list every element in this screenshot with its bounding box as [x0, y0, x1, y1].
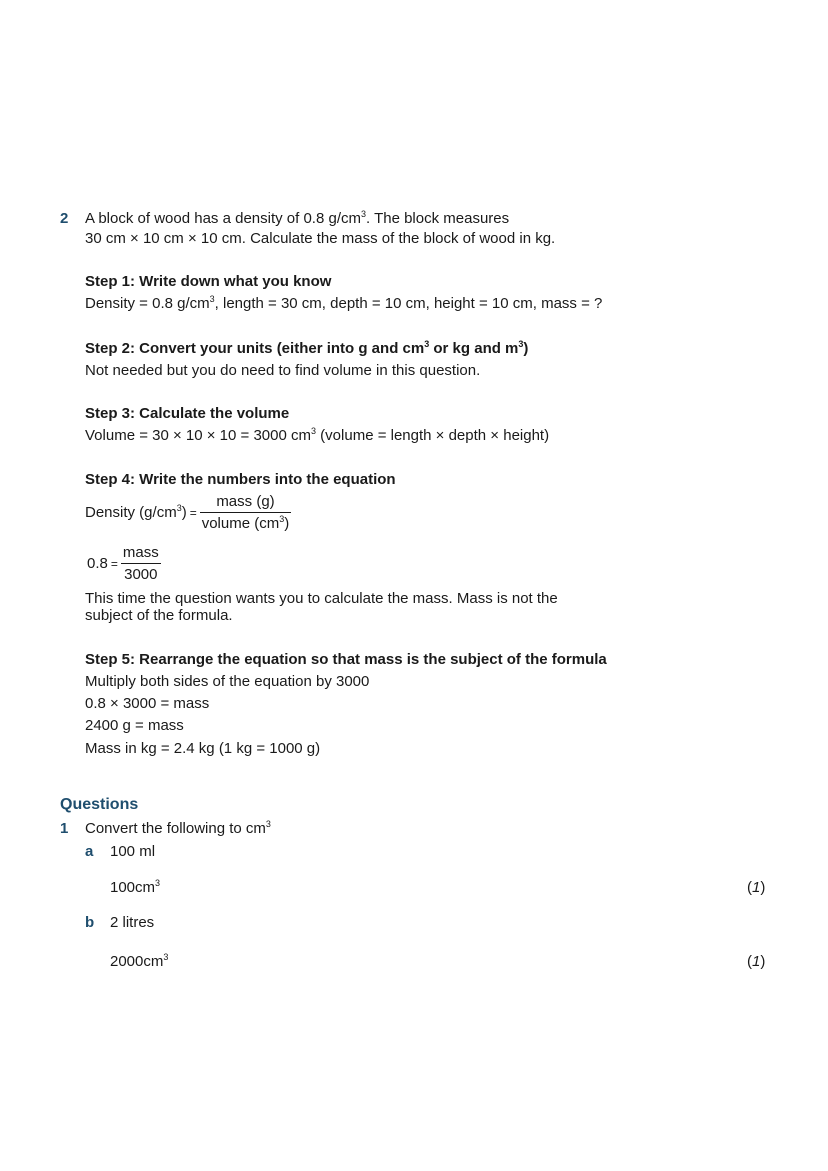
text: ): [760, 879, 766, 896]
fraction-numerator: mass: [121, 544, 161, 564]
question-text-line-2: 30 cm × 10 cm × 10 cm. Calculate the mass of the block of wood in kg.: [85, 230, 556, 247]
text: ): [181, 504, 187, 521]
step-5-line: 2400 g = mass: [85, 717, 184, 734]
text: Density = 0.8 g/cm: [85, 295, 210, 312]
step-1-title: Step 1: Write down what you know: [85, 273, 332, 290]
density-formula: [85, 493, 291, 532]
text: . The block measures: [366, 210, 510, 227]
part-label-b: b: [85, 914, 95, 931]
part-b-marks: [747, 953, 765, 970]
superscript: 3: [424, 339, 430, 349]
text: ): [523, 340, 529, 357]
superscript: 3: [163, 952, 169, 962]
text: , length = 30 cm, depth = 10 cm, height = 10 cm, mass = ?: [214, 295, 603, 312]
step-5-line: Mass in kg = 2.4 kg (1 kg = 1000 g): [85, 740, 321, 757]
step-5-line: Multiply both sides of the equation by 3000: [85, 673, 370, 690]
part-a-marks: [747, 879, 765, 896]
formula-lhs: [85, 504, 187, 521]
step-1-body: [85, 295, 602, 312]
text: or kg and m: [429, 340, 519, 357]
superscript: 3: [265, 819, 271, 829]
superscript: 3: [279, 514, 285, 524]
text: Volume = 30 × 10 × 10 = 3000 cm: [85, 427, 311, 444]
text: A block of wood has a density of 0.8 g/cm: [85, 210, 361, 227]
equals-sign: =: [189, 505, 197, 520]
marks-value: 1: [752, 953, 761, 970]
questions-heading: Questions: [60, 796, 139, 813]
formula-lhs: 0.8: [87, 555, 108, 572]
superscript: 3: [311, 426, 317, 436]
part-b-answer[interactable]: [110, 953, 168, 970]
superscript: 3: [155, 878, 161, 888]
step-2-body: Not needed but you do need to find volume in this question.: [85, 362, 481, 379]
step-3-body: [85, 427, 549, 444]
formula-fraction: [121, 544, 161, 583]
text: Step 2: Convert your units (either into g and cm: [85, 340, 425, 357]
text: 100cm: [110, 879, 156, 896]
superscript: 3: [361, 209, 367, 219]
text: Density (g/cm: [85, 504, 177, 521]
step-5-title: Step 5: Rearrange the equation so that mass is the subject of the formula: [85, 651, 607, 668]
question-text-line-1: [85, 210, 509, 227]
superscript: 3: [176, 503, 182, 513]
superscript: 3: [209, 294, 215, 304]
text: (: [747, 879, 752, 896]
question-prompt: [85, 820, 271, 837]
fraction-denominator: [200, 513, 292, 532]
step-2-title: [85, 340, 528, 357]
formula-fraction: [200, 493, 292, 532]
part-label-a: a: [85, 843, 94, 860]
text: (volume = length × depth × height): [316, 427, 550, 444]
part-a-text: 100 ml: [110, 843, 156, 860]
step-5-line: 0.8 × 3000 = mass: [85, 695, 210, 712]
step-4-title: Step 4: Write the numbers into the equation: [85, 471, 396, 488]
superscript: 3: [518, 339, 524, 349]
fraction-denominator: 3000: [124, 566, 158, 583]
step-4-note-line-1: This time the question wants you to calculate the mass. Mass is not the: [85, 590, 558, 607]
question-number: 1: [60, 820, 69, 837]
text: ): [284, 515, 290, 532]
equals-sign: =: [110, 556, 118, 571]
text: ): [760, 953, 766, 970]
fraction-numerator: mass (g): [200, 493, 292, 513]
text: Convert the following to cm: [85, 820, 266, 837]
step-4-note-line-2: subject of the formula.: [85, 607, 233, 624]
step-3-title: Step 3: Calculate the volume: [85, 405, 290, 422]
part-a-answer[interactable]: [110, 879, 160, 896]
marks-value: 1: [752, 879, 761, 896]
text: 2000cm: [110, 953, 164, 970]
substituted-formula: [87, 544, 161, 583]
part-b-text: 2 litres: [110, 914, 155, 931]
question-number: 2: [60, 210, 69, 227]
text: (: [747, 953, 752, 970]
text: volume (cm: [201, 515, 280, 532]
